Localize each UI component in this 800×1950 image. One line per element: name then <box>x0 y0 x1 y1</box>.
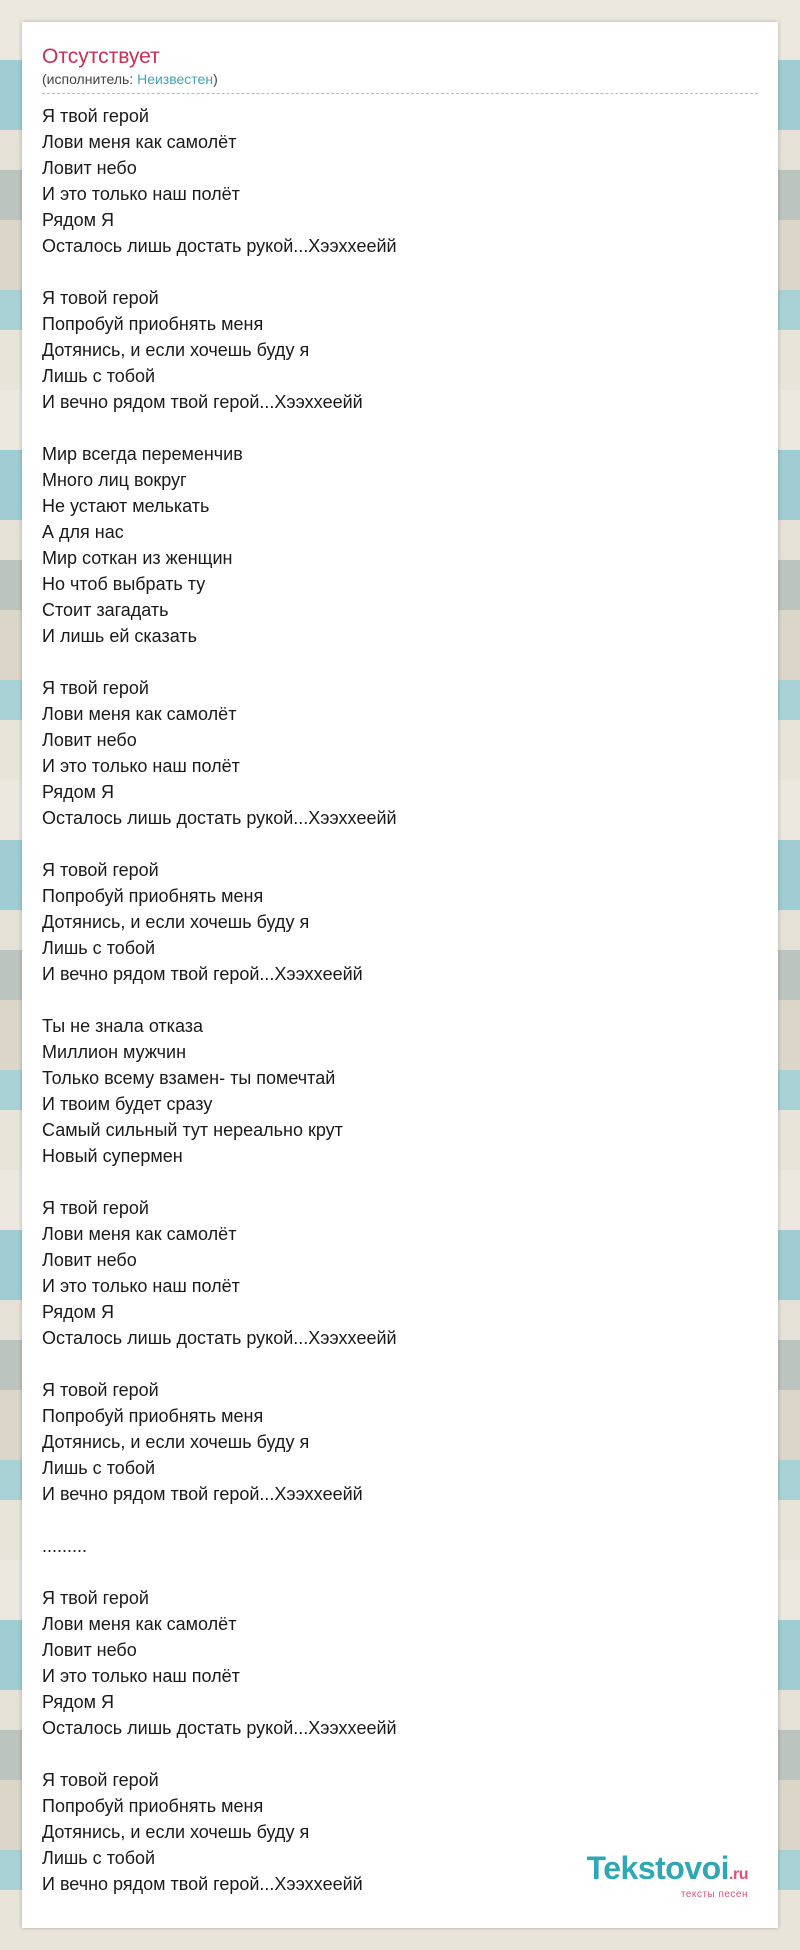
lyrics-line: Лови меня как самолёт <box>42 704 237 724</box>
lyrics-line: Но чтоб выбрать ту <box>42 574 206 594</box>
lyrics-stanza <box>42 1533 742 1559</box>
lyrics-line: Попробуй приобнять меня <box>42 1406 264 1426</box>
lyrics-line: Попробуй приобнять меня <box>42 1796 264 1816</box>
lyrics-stanza <box>42 1013 742 1169</box>
logo-name: Tekstovoi <box>586 1850 730 1886</box>
lyrics-line: И вечно рядом твой герой...Хээхxеейй <box>42 1484 363 1504</box>
lyrics-line: Самый сильный тут нереально крут <box>42 1120 343 1140</box>
lyrics-stanza <box>42 441 742 649</box>
logo-wordmark <box>587 1852 748 1891</box>
lyrics-line: Рядом Я <box>42 782 115 802</box>
lyrics-line: Рядом Я <box>42 1692 115 1712</box>
lyrics-stanza <box>42 1585 742 1741</box>
lyrics-line: Осталось лишь достать рукой...Хээхxеейй <box>42 236 397 256</box>
site-logo[interactable] <box>587 1852 748 1900</box>
lyrics-line: Только всему взамен- ты помечтай <box>42 1068 336 1088</box>
lyrics-line: Мир всегда переменчив <box>42 444 243 464</box>
lyrics-line: Дотянись, и если хочешь буду я <box>42 1822 310 1842</box>
artist-link[interactable]: Неизвестен <box>137 71 214 87</box>
song-header <box>42 44 758 94</box>
lyrics-line: И вечно рядом твой герой...Хээхxеейй <box>42 1874 363 1894</box>
lyrics-card <box>22 22 778 1928</box>
lyrics-stanza <box>42 1377 742 1507</box>
lyrics-line: Мир соткан из женщин <box>42 548 233 568</box>
lyrics-line: Ты не знала отказа <box>42 1016 204 1036</box>
lyrics-line: Миллион мужчин <box>42 1042 187 1062</box>
lyrics-line: Осталось лишь достать рукой...Хээхxеейй <box>42 1718 397 1738</box>
lyrics-line: Лови меня как самолёт <box>42 132 237 152</box>
lyrics-line: Я твой герой <box>42 106 149 126</box>
lyrics-line: Я твой герой <box>42 678 149 698</box>
lyrics-line: Дотянись, и если хочешь буду я <box>42 912 310 932</box>
song-title: Отсутствует <box>42 45 160 68</box>
lyrics-line: Рядом Я <box>42 210 115 230</box>
lyrics-line: И это только наш полёт <box>42 1666 240 1686</box>
lyrics-stanza <box>42 1195 742 1351</box>
logo-tagline: тексты песен <box>680 1889 748 1900</box>
lyrics-line: Лишь с тобой <box>42 366 156 386</box>
lyrics-stanza <box>42 285 742 415</box>
lyrics-line: Я товой герой <box>42 288 159 308</box>
lyrics-line: Ловит небо <box>42 1250 137 1270</box>
lyrics-line: Лови меня как самолёт <box>42 1224 237 1244</box>
lyrics-line: И лишь ей сказать <box>42 626 197 646</box>
lyrics-line: И это только наш полёт <box>42 756 240 776</box>
lyrics-line: И это только наш полёт <box>42 184 240 204</box>
lyrics-line: И твоим будет сразу <box>42 1094 213 1114</box>
lyrics-line: Попробуй приобнять меня <box>42 314 264 334</box>
lyrics-line: Стоит загадать <box>42 600 169 620</box>
lyrics-line: Я твой герой <box>42 1588 149 1608</box>
lyrics-line: Рядом Я <box>42 1302 115 1322</box>
lyrics-line: Дотянись, и если хочешь буду я <box>42 1432 310 1452</box>
header-divider <box>42 93 758 94</box>
lyrics-line: Я твой герой <box>42 1198 149 1218</box>
logo-tld: .ru <box>729 1866 748 1883</box>
lyrics-line: Дотянись, и если хочешь буду я <box>42 340 310 360</box>
lyrics-line: Ловит небо <box>42 158 137 178</box>
lyrics-line: Я товой герой <box>42 1770 159 1790</box>
lyrics-line: И это только наш полёт <box>42 1276 240 1296</box>
lyrics-line: Лови меня как самолёт <box>42 1614 237 1634</box>
artist-line <box>42 70 758 88</box>
lyrics-line: Ловит небо <box>42 730 137 750</box>
lyrics-line: И вечно рядом твой герой...Хээхxеейй <box>42 392 363 412</box>
lyrics-body <box>42 103 742 1923</box>
artist-suffix: ) <box>213 71 218 87</box>
lyrics-stanza <box>42 103 742 259</box>
lyrics-line: Не устают мелькать <box>42 496 210 516</box>
lyrics-line: А для нас <box>42 522 124 542</box>
lyrics-line: И вечно рядом твой герой...Хээхxеейй <box>42 964 363 984</box>
artist-prefix: (исполнитель: <box>42 71 138 87</box>
lyrics-stanza <box>42 675 742 831</box>
lyrics-line: Новый супермен <box>42 1146 183 1166</box>
lyrics-line: Ловит небо <box>42 1640 137 1660</box>
lyrics-line: Попробуй приобнять меня <box>42 886 264 906</box>
lyrics-line: Я товой герой <box>42 860 159 880</box>
lyrics-line: Осталось лишь достать рукой...Хээхxеейй <box>42 808 397 828</box>
lyrics-line: Осталось лишь достать рукой...Хээхxеейй <box>42 1328 397 1348</box>
lyrics-line: ......... <box>42 1536 88 1556</box>
lyrics-line: Я товой герой <box>42 1380 159 1400</box>
lyrics-line: Лишь с тобой <box>42 938 156 958</box>
lyrics-line: Лишь с тобой <box>42 1458 156 1478</box>
lyrics-line: Много лиц вокруг <box>42 470 187 490</box>
lyrics-stanza <box>42 857 742 987</box>
lyrics-line: Лишь с тобой <box>42 1848 156 1868</box>
